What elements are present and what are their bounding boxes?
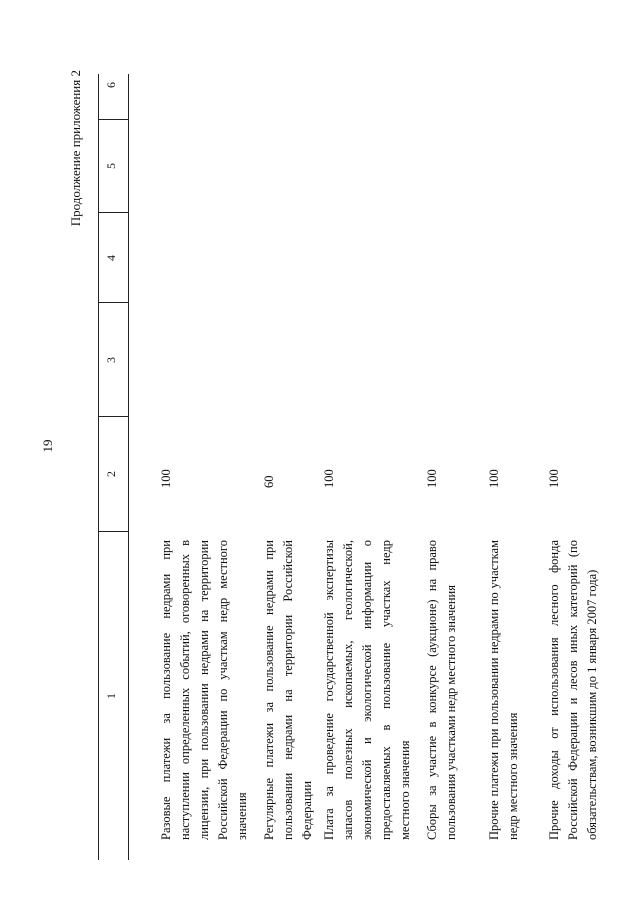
row-name: Разовые платежи за пользование недрами при наступлении определенных событий, оговоренных в лицензии, при пользовании недрами на территории Российской Федерации по участкам недр местного значения [159,540,249,840]
row-name: Прочие платежи при пользовании недрами по участкам недр местного значения [487,540,520,840]
header-divider [98,119,129,120]
column-number-3: 3 [104,357,118,363]
row-value: 100 [487,469,501,488]
row-value: 100 [547,469,561,488]
row-value: 100 [425,469,439,488]
column-number-4: 4 [104,255,118,261]
header-divider [98,302,129,303]
row-value: 100 [159,469,173,488]
header-divider [98,212,129,213]
column-number-1: 1 [104,693,118,699]
row-name: Плата за проведение государственной экспертизы запасов полезных ископаемых, геологической, экономической и экологической информации о предоставляемых в пользование участках недр местного значения [322,540,412,840]
row-value: 60 [262,475,276,488]
row-name: Прочие доходы от использования лесного фонда Российской Федерации и лесов иных категорий (по обязательствам, возникшим до 1 января 2007 года) [547,540,599,840]
row-name: Регулярные платежи за пользование недрами при пользовании недрами на территории Российской Федерации [262,540,314,840]
row-name: Сборы за участие в конкурсе (аукционе) на право пользования участками недр местного значения [425,540,458,840]
header-divider [98,416,129,417]
page-number: 19 [40,439,55,453]
column-number-5: 5 [104,163,118,169]
row-value: 100 [322,469,336,488]
column-number-2: 2 [104,471,118,477]
column-number-6: 6 [104,82,118,88]
continuation-label: Продолжение приложения 2 [68,70,83,227]
